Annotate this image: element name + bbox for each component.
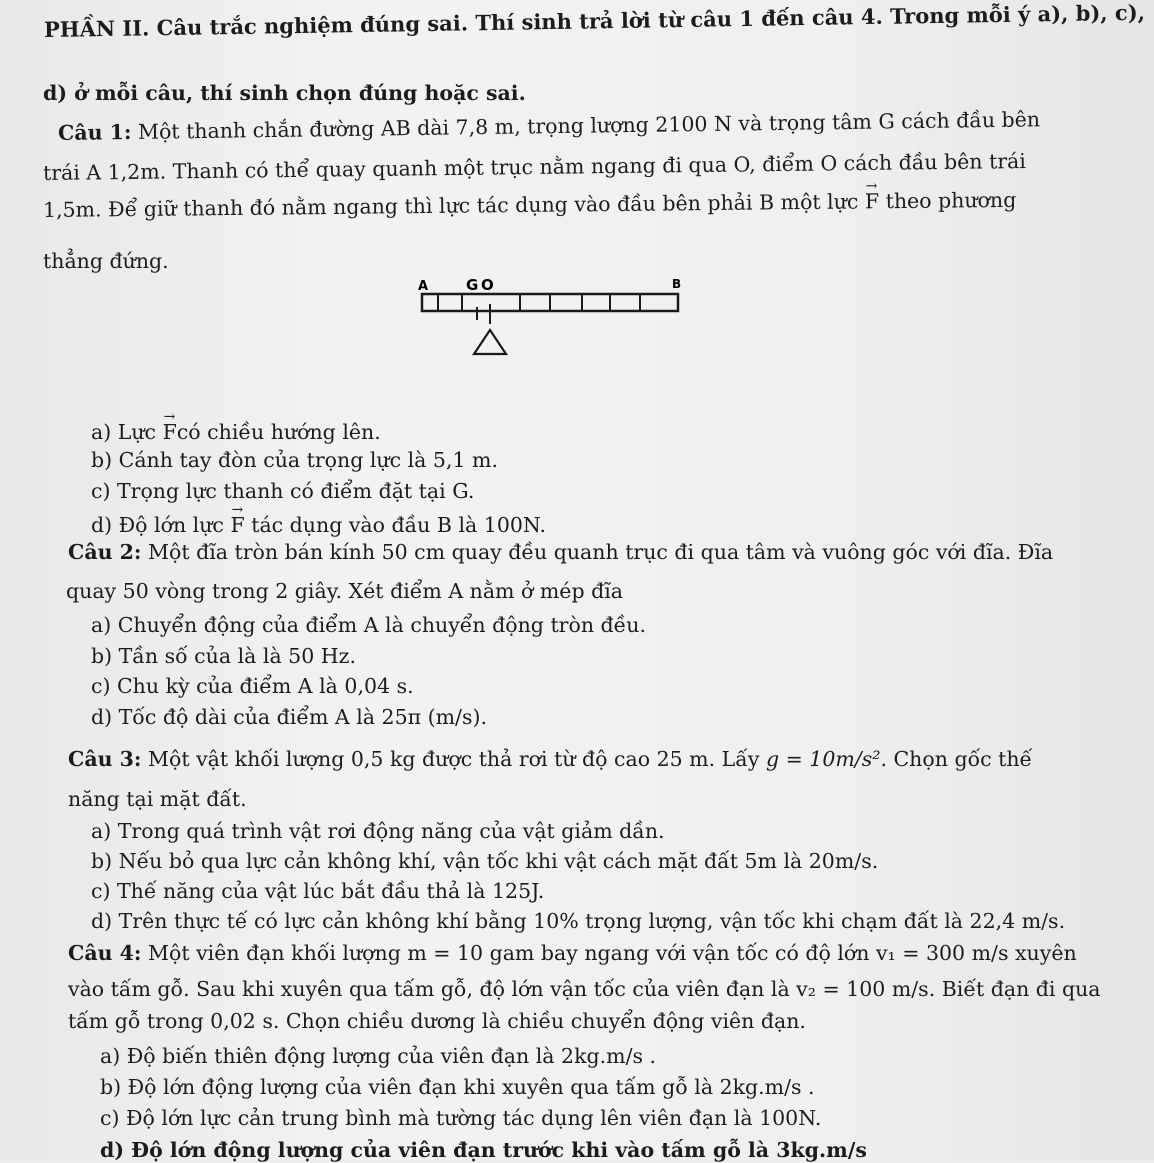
q1-option-b: b) Cánh tay đòn của trọng lực là 5,1 m. <box>91 448 498 472</box>
q2-option-c: c) Chu kỳ của điểm A là 0,04 s. <box>91 674 414 698</box>
section-title-line2: d) ở mỗi câu, thí sinh chọn đúng hoặc sai. <box>43 81 526 105</box>
q4-option-b: b) Độ lớn động lượng của viên đạn khi xuyên qua tấm gỗ là 2kg.m/s . <box>100 1075 815 1099</box>
q3-text1a: Một vật khối lượng 0,5 kg được thả rơi từ độ cao 25 m. Lấy <box>148 747 760 771</box>
barrier-figure <box>410 262 710 362</box>
label-o: O <box>481 276 494 294</box>
q3-text1b: . Chọn gốc thế <box>880 747 1033 771</box>
q1-option-c: c) Trọng lực thanh có điểm đặt tại G. <box>91 479 475 503</box>
q1-text3b: theo phương <box>885 187 1017 214</box>
q4-option-c: c) Độ lớn lực cản trung bình mà tường tác dụng lên viên đạn là 100N. <box>100 1106 822 1130</box>
label-a: A <box>418 279 429 294</box>
q3-line1 <box>68 746 1032 772</box>
q1-text3a: 1,5m. Để giữ thanh đó nằm ngang thì lực tác dụng vào đầu bên phải B một lực <box>42 189 859 222</box>
q2-label: Câu 2: <box>68 540 142 564</box>
q2-text1: Một đĩa tròn bán kính 50 cm quay đều quanh trục đi qua tâm và vuông góc với đĩa. Đĩa <box>148 540 1054 564</box>
force-vector-f-a: → F <box>163 419 177 445</box>
q4-line2: vào tấm gỗ. Sau khi xuyên qua tấm gỗ, độ lớn vận tốc của viên đạn là v₂ = 100 m/s. Biết đạn đi qua <box>68 977 1101 1001</box>
q1-line2: trái A 1,2m. Thanh có thể quay quanh một trục nằm ngang đi qua O, điểm O cách đầu bên trái <box>42 148 1026 185</box>
pivot-triangle <box>474 330 506 354</box>
section-title-line1: PHẦN II. Câu trắc nghiệm đúng sai. Thí sinh trả lời từ câu 1 đến câu 4. Trong mỗi ý a), b), c), <box>43 0 1146 42</box>
bar-stripes <box>438 294 640 311</box>
q3-line2: năng tại mặt đất. <box>68 787 247 811</box>
q1-d-post: tác dụng vào đầu B là 100N. <box>251 513 547 537</box>
q3-gravity: g = 10m/s² <box>765 747 881 771</box>
q4-option-a: a) Độ biến thiên động lượng của viên đạn là 2kg.m/s . <box>100 1044 657 1068</box>
q1-a-pre: a) Lực <box>91 420 157 444</box>
q3-option-c: c) Thế năng của vật lúc bắt đầu thả là 125J. <box>91 879 545 903</box>
q1-line3 <box>43 187 1017 223</box>
q1-option-d <box>91 512 546 538</box>
q4-label: Câu 4: <box>68 941 142 965</box>
q1-label: Câu 1: <box>57 119 132 145</box>
q4-line1 <box>68 940 1077 966</box>
q4-option-d: d) Độ lớn động lượng của viên đạn trước khi vào tấm gỗ là 3kg.m/s <box>100 1138 867 1162</box>
q3-option-d: d) Trên thực tế có lực cản không khí bằng 10% trọng lượng, vận tốc khi chạm đất là 22,4 m/s. <box>91 909 1066 933</box>
q1-option-a <box>91 419 381 445</box>
q1-line1 <box>58 106 1040 146</box>
q4-text1: Một viên đạn khối lượng m = 10 gam bay ngang với vận tốc có độ lớn v₁ = 300 m/s xuyên <box>148 941 1077 965</box>
force-vector-f-d: → F <box>230 512 244 538</box>
q1-d-pre: d) Độ lớn lực <box>91 513 224 537</box>
q1-line4: thẳng đứng. <box>43 249 169 273</box>
q2-option-d: d) Tốc độ dài của điểm A là 25π (m/s). <box>91 705 487 729</box>
q3-option-b: b) Nếu bỏ qua lực cản không khí, vận tốc khi vật cách mặt đất 5m là 20m/s. <box>91 849 879 873</box>
label-g: G <box>466 276 479 294</box>
q2-line1 <box>68 539 1053 565</box>
q4-line3: tấm gỗ trong 0,02 s. Chọn chiều dương là chiều chuyển động viên đạn. <box>68 1009 806 1033</box>
q1-text1: Một thanh chắn đường AB dài 7,8 m, trọng lượng 2100 N và trọng tâm G cách đầu bên <box>137 107 1041 144</box>
q1-a-post: có chiều hướng lên. <box>176 420 381 444</box>
q2-line2: quay 50 vòng trong 2 giây. Xét điểm A nằm ở mép đĩa <box>66 579 623 603</box>
q2-option-a: a) Chuyển động của điểm A là chuyển động tròn đều. <box>91 613 646 637</box>
force-vector-f: → F <box>865 188 880 214</box>
q3-label: Câu 3: <box>68 747 142 771</box>
label-b: B <box>672 277 682 291</box>
q2-option-b: b) Tần số của là là 50 Hz. <box>91 644 356 668</box>
q3-option-a: a) Trong quá trình vật rơi động năng của vật giảm dần. <box>91 819 665 843</box>
